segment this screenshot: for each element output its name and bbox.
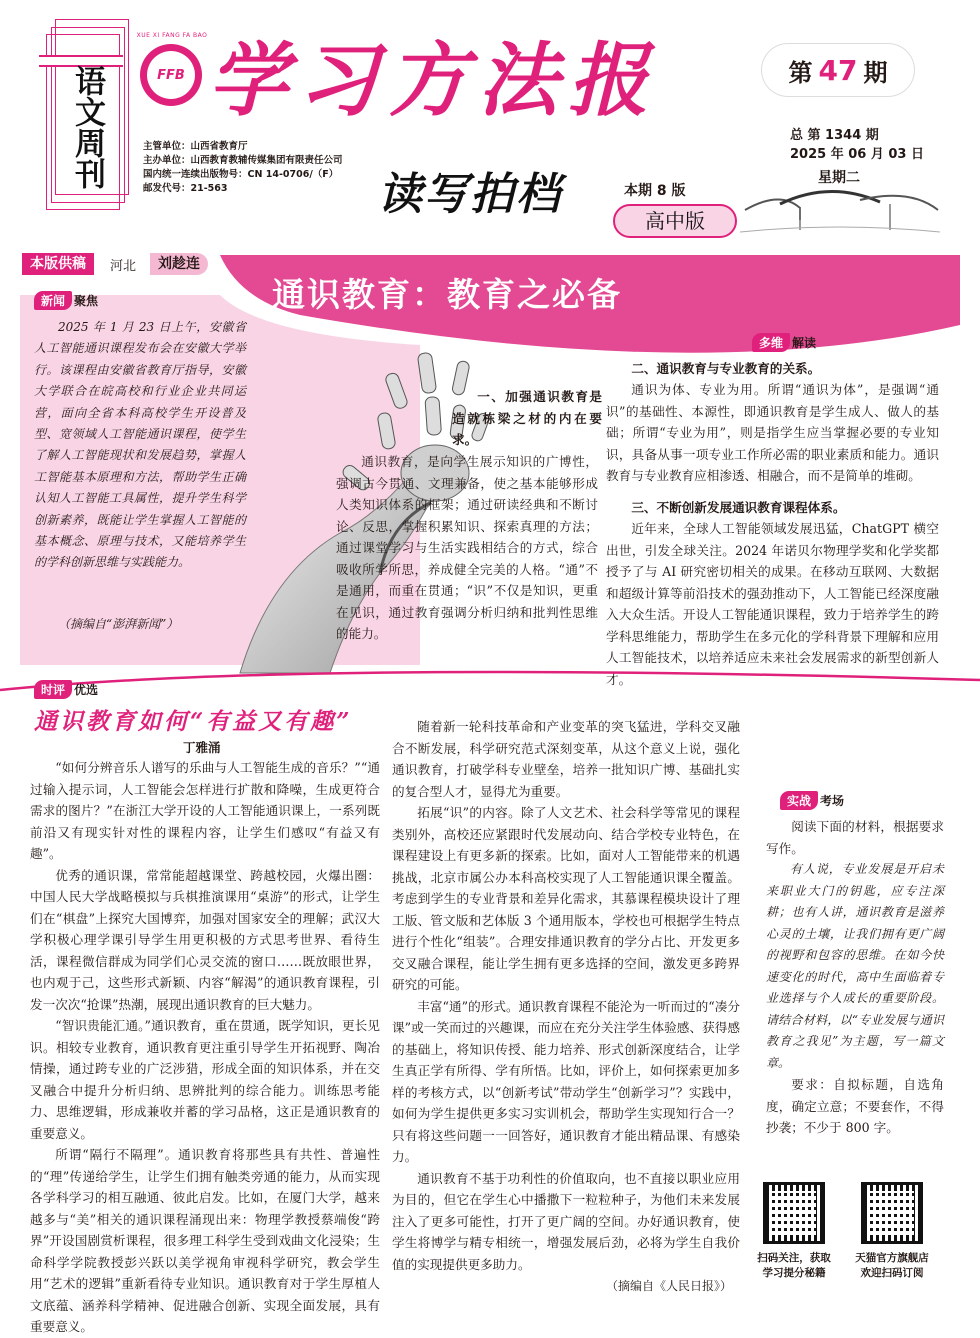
practice-tag: 实战 考场 (780, 791, 844, 810)
commentary-paragraph: 拓展“识”的内容。除了人文艺术、社会科学等常见的课程类别外，高校还应紧跟时代发展动向、结合学校专业特色，在课程建设上有更多新的探索。比如，面对人工智能带来的机遇挑战，北京市属公办本科高校实现了人工智能通识课全覆盖。考虑到学生的专业背景和差异化需求，其慕课程模块设计了理工版、管文版和艺体版 3 个通用版本，学校也可根据学生特点进行个性化“组装”。合理安排通识教育的学分占比、开发更多交叉融合课程，能让学生拥有更多选择的空间，激发更多跨界研究的可能。 (392, 805, 740, 992)
commentary-paragraph: “如何分辨音乐人谱写的乐曲与人工智能生成的音乐？”“通过输入提示词，人工智能会怎样进行扩散和降噪，生成更符合需求的图片？”在浙江大学开设的人工智能通识课上，一系列既前沿又有现实针对性的课程内容，让学生们感叹“有益又有趣”。 (30, 760, 380, 861)
practice-material: 有人说，专业发展是开启未来职业大门的钥匙，应专注深耕；也有人讲，通识教育是滋养心灵的土壤，让我们拥有更广阔的视野和包容的思维。在如今快速变化的时代，高中生面临着专业选择与个人成长的重要阶段。请结合材料，以“专业发展与通识教育之我见”为主题，写一篇文章。 (766, 862, 944, 1070)
qr-block-2: 天猫官方旗舰店 欢迎扫码订阅 (842, 1182, 942, 1280)
contributor-region: 河北 (110, 258, 137, 274)
part1-body: 通识教育，是向学生展示知识的广博性，强调古今贯通、文理兼备，使之基本能够形成人类知识体系的框架；通过研读经典和不断讨论、反思，掌握积累知识、探索真理的方法；通过课堂学习与生活实践相结合的方式，综合吸收所学所思，养成健全完美的人格。“通”不是通用，而重在贯通；“识”不仅是知识，更重在见识，通过教育强调分析归纳和批判性思维的能力。 (336, 454, 598, 641)
practice-box (762, 790, 944, 1170)
commentary-tag: 时评 优选 (34, 680, 98, 699)
commentary-col2 (392, 716, 740, 1276)
qr-block-1: 扫码关注，获取 学习提分秘籍 (746, 1182, 842, 1280)
commentary-author: 丁雅涌 (183, 740, 221, 755)
contributor-label: 本版供稿 (22, 253, 94, 275)
total-issue: 总 第 1344 期 (790, 128, 879, 143)
commentary-paragraph: 所谓“隔行不隔理”。通识教育将那些具有共性、普遍性的“理”传递给学生，让学生们拥有触类旁通的能力，从而实现各学科学习的相互融通、彼此启发。比如，在厦门大学，越来越多与“美”相关的通识课程涌现出来：物理学教授蔡端俊“跨界”开设国剧赏析课程，很多理工科学生受到戏曲文化浸染；生命科学学院教授彭兴跃以美学视角审视科学研究，教会学生用“艺术的逻辑”重新看待专业知识。通识教育对于学生厚植人文底蕴、涵养科学精神、促进融合创新、实现全面发展，具有重要意义。 (30, 1147, 380, 1334)
edition-title: 读写拍档 (378, 169, 562, 220)
issue-badge: 第 47 期 (762, 44, 914, 96)
commentary-paragraph: 优秀的通识课，常常能超越课堂、跨越校园，火爆出圈：中国人民大学战略模拟与兵棋推演课用“桌游”的形式，让学生们在“棋盘”上探究大国博弈，加强对国家安全的理解；武汉大学积极心理学课引导学生用更积极的方式思考世界、看待生活，课程微信群成为同学们心灵交流的窗口……既放眼世界，也内观于己，这些形式新颖、内容“解渴”的通识教育课程，引发一次次“抢课”热潮，展现出通识教育的巨大魅力。 (30, 867, 380, 1012)
issue-date: 2025 年 06 月 03 日 (790, 147, 924, 162)
part3-heading: 三、不断创新发展通识教育课程体系。 (631, 500, 846, 515)
qr-code[interactable] (763, 1182, 825, 1244)
commentary-paragraph: “智识贵能汇通。”通识教育，重在贯通，既学知识，更长见识。相较专业教育，通识教育更注重引导学生开拓视野、陶冶情操，通过跨专业的广泛涉猎，形成全面的知识体系，并在交叉融合中提升分析归纳、思辨批判的综合能力。训练思考能力、思维逻辑，形成兼收并蓄的学习品格，这正是通识教育的重要意义。 (30, 1018, 380, 1141)
news-tag: 新闻 聚焦 (34, 291, 98, 310)
commentary-paragraph: 随着新一轮科技革命和产业变革的突飞猛进，学科交叉融合不断发展，科学研究范式深刻变革，从这个意义上说，强化通识教育，打破学科专业壁垒，培养一批知识广博、基础扎实的复合型人才，显得尤为重要。 (392, 719, 740, 799)
commentary-paragraph: 通识教育不基于功利性的价值取向，也不直接以职业应用为目的，但它在学生心中播撒下一粒粒种子，为他们未来发展注入了更多可能性，打开了更广阔的空间。办好通识教育，使学生将博学与精专相统一，增强发展后劲，必将为学生自我价值的实现提供更多助力。 (392, 1170, 740, 1272)
feature-section (0, 245, 980, 690)
practice-intro: 阅读下面的材料，根据要求写作。 (766, 819, 944, 856)
part3-body: 近年来，全球人工智能领域发展迅猛，ChatGPT 横空出世，引发全球关注。2024 年诺贝尔物理学奖和化学奖都授予了与 AI 研究密切相关的成果。在移动互联网、大数据和超级计算等前沿技术的强劲推动下，人工智能已经深度融入大众生活。开设人工智能通识课程，致力于培养学生的跨学科思维能力，帮助学生在多元化的学科背景下理解和应用人工智能技术，以培养适应未来社会发展需求的新型创新人才。 (606, 521, 939, 687)
column-seal-text: 语文周刊 (69, 65, 105, 189)
newspaper-logo (140, 44, 202, 106)
qr-code[interactable] (861, 1182, 923, 1244)
paper-title: 学习方法报 (208, 33, 658, 127)
logo-text: XUE XI FANG FA BAO (136, 32, 208, 39)
news-source: （摘编自“澎湃新闻”） (58, 617, 179, 631)
weekday: 星期二 (818, 170, 860, 186)
contributor-bar (22, 253, 208, 275)
masthead (0, 0, 980, 245)
contributor-name: 刘趁连 (150, 253, 208, 275)
logo-mark: FFB (157, 67, 185, 83)
part1-heading: 一、加强通识教育是造就栋梁之材的内在要求。 (452, 389, 602, 447)
commentary-title: 通识教育如何“有益又有趣” (34, 708, 353, 735)
publisher-info: 主管单位：山西省教育厅 主办单位：山西教育教辅传媒集团有限责任公司 国内统一连续出版物号：CN 14-0706/（F） 邮发代号：21-563 (143, 141, 343, 194)
commentary-source: （摘编自《人民日报》） (606, 1279, 733, 1293)
part2-heading: 二、通识教育与专业教育的关系。 (631, 361, 821, 376)
issue-number: 47 (818, 53, 858, 87)
analysis-tag: 多维 解读 (752, 333, 816, 352)
roof-decoration (740, 180, 940, 240)
practice-requirement: 要求：自拟标题，自选角度，确定立意；不要套作，不得抄袭；不少于 800 字。 (766, 1077, 944, 1135)
edition-badge: 高中版 (613, 204, 737, 238)
page-count: 本期 8 版 (624, 183, 686, 199)
news-body: 2025 年 1 月 23 日上午，安徽省人工智能通识课程发布会在安徽大学举行。该课程由安徽省教育厅指导，安徽大学联合在皖高校和行业企业共同运营，面向全省本科高校学生开设普及型、宽领域人工智能通识课程，使学生了解人工智能现状和发展趋势，掌握人工智能基本原理和方法，帮助学生正确认知人工智能工具属性，提升学生科学创新素养，既能让学生掌握人工智能的基本概念、原理与技术，又能培养学生的学科创新思维与实践能力。 (34, 320, 246, 570)
part2-body: 通识为体、专业为用。所谓“通识为体”，是强调“通识”的基础性、本源性，即通识教育是学生成人、做人的基础；所谓“专业为用”，则是指学生应当掌握必要的专业知识，具备从事一项专业工作所必需的职业素质和能力。通识教育与专业教育应相渗透、相融合，而不是简单的堆砌。 (606, 382, 939, 483)
feature-headline: 通识教育：教育之必备 (272, 275, 622, 314)
section-divider (0, 640, 980, 700)
commentary-col1 (30, 757, 380, 1334)
column-seal (46, 34, 120, 210)
commentary-paragraph: 丰富“通”的形式。通识教育课程不能沦为一听而过的“凑分课”或一笑而过的兴趣课，而应在充分关注学生体验感、获得感的基础上，将知识传授、能力培养、形式创新深度结合，让学生真正学有所得、学有所悟。比如，评价上，如何探索更加多样的考核方式，以“创新考试”带动学生“创新学习”？实践中，如何为学生提供更多实习实训机会，帮助学生实现知行合一？只有将这些问题一一回答好，通识教育才能出精品课、有感染力。 (392, 998, 740, 1164)
